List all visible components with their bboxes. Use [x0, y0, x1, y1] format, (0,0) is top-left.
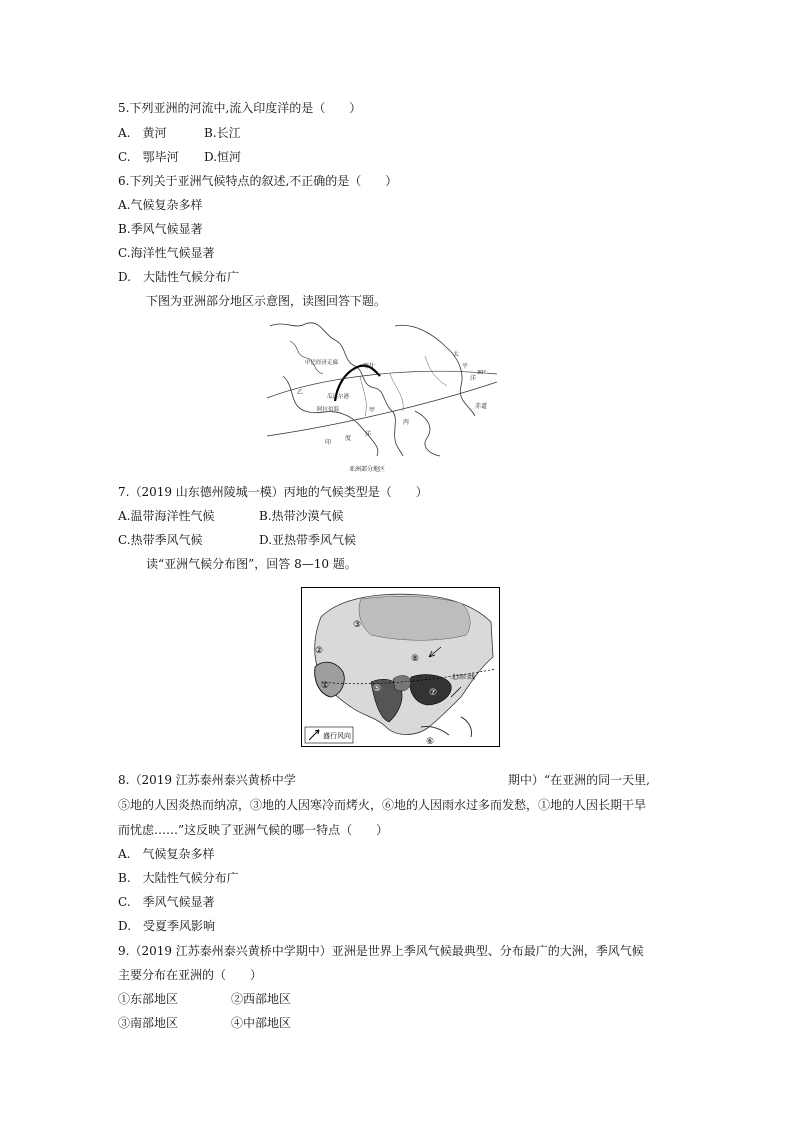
map1-label-equator: 赤道: [475, 403, 488, 410]
q9-option-1: ①东部地区: [118, 992, 179, 1006]
map2-zone-5: ⑤: [373, 684, 382, 694]
map1-caption: 亚洲部分地区: [349, 466, 386, 473]
map1-label-yin: 印: [325, 439, 332, 446]
q8-option-a: A. 气候复杂多样: [118, 847, 215, 861]
q6-stem: 6.下列关于亚洲气候特点的叙述,不正确的是（ ）: [118, 174, 398, 188]
map1-label-kashgar: 喀什: [363, 363, 376, 370]
map1-label-bing: 丙: [403, 419, 410, 426]
q9-option-4: ④中部地区: [231, 1016, 292, 1030]
q8-option-b: B. 大陆性气候分布广: [118, 871, 239, 885]
q7-option-d: D.亚热带季风气候: [259, 533, 357, 547]
q6-option-a: A.气候复杂多样: [118, 198, 203, 212]
q7-option-c: C.热带季风气候: [118, 533, 203, 547]
map1-label-yang: 洋: [470, 375, 477, 382]
map2-zone-3: ③: [353, 620, 362, 630]
q8-line1-right: 期中）“在亚洲的同一天里,: [508, 773, 650, 787]
map1-label-ping: 平: [462, 363, 469, 370]
q5-option-b: B.长江: [204, 126, 241, 140]
q9-option-3: ③南部地区: [118, 1016, 179, 1030]
q5-stem: 5.下列亚洲的河流中,流入印度洋的是（ ）: [118, 101, 362, 115]
map1-label-yang2: 洋: [365, 431, 372, 438]
q8-line3: 而忧虑……”这反映了亚洲气候的哪一特点（ ）: [118, 823, 389, 837]
q8-line2: ⑤地的人因炎热而纳凉，③地的人因寒冷而烤火，⑥地的人因雨水过多而发愁，①地的人因长期干旱: [118, 798, 647, 812]
map1-label-tai: 太: [453, 351, 460, 358]
q5-option-d: D.恒河: [204, 150, 242, 164]
map1-intro: 下图为亚洲部分地区示意图，读图回答下题。: [146, 294, 387, 308]
map2-asia-climate: [301, 587, 500, 747]
q9-line2: 主要分布在亚洲的（ ）: [118, 968, 263, 982]
map2-zone-2: ②: [315, 646, 324, 656]
map1-label-port: 瓜达尔港: [327, 394, 350, 400]
q6-option-d: D. 大陆性气候分布广: [118, 270, 240, 284]
q6-option-c: C.海洋性气候显著: [118, 246, 215, 260]
map1-label-lat30: 30°: [477, 370, 486, 376]
q7-option-b: B.热带沙漠气候: [259, 509, 344, 523]
q7-stem: 7.（2019 山东德州陵城一模）丙地的气候类型是（ ）: [118, 485, 428, 499]
q9-option-2: ②西部地区: [231, 992, 292, 1006]
map1-label-jia: 甲: [369, 407, 376, 414]
q9-line1: 9.（2019 江苏泰州泰兴黄桥中学期中）亚洲是世界上季风气候最典型、分布最广的大洲，季风气候: [118, 944, 644, 958]
q7-option-a: A.温带海洋性气候: [118, 509, 215, 523]
q8-line1-left: 8.（2019 江苏泰州泰兴黄桥中学: [118, 773, 296, 787]
map2-zone-7: ⑦: [429, 688, 438, 698]
map2-legend-label: 盛行风向: [323, 732, 351, 740]
q6-option-b: B.季风气候显著: [118, 222, 203, 236]
map2-intro: 读“亚洲气候分布图”，回答 8—10 题。: [146, 557, 357, 571]
map2-zone-1: ①: [321, 681, 330, 691]
map1-label-du: 度: [345, 435, 352, 442]
map1-label-corridor: 中巴经济走廊: [305, 360, 339, 366]
map1-label-yi: 乙: [297, 389, 304, 396]
map2-zone-6: ⑥: [426, 737, 435, 747]
map2-tropic-label: 北回归线: [451, 674, 476, 681]
map1-asia-region: [265, 316, 500, 476]
map2-zone-8: ⑧: [411, 654, 420, 664]
q8-option-d: D. 受夏季风影响: [118, 919, 216, 933]
q5-option-c: C. 鄂毕河: [118, 150, 179, 164]
map1-label-arabian-sea: 阿拉伯海: [317, 407, 340, 413]
q8-option-c: C. 季风气候显著: [118, 895, 215, 909]
q5-option-a: A. 黄河: [118, 126, 167, 140]
